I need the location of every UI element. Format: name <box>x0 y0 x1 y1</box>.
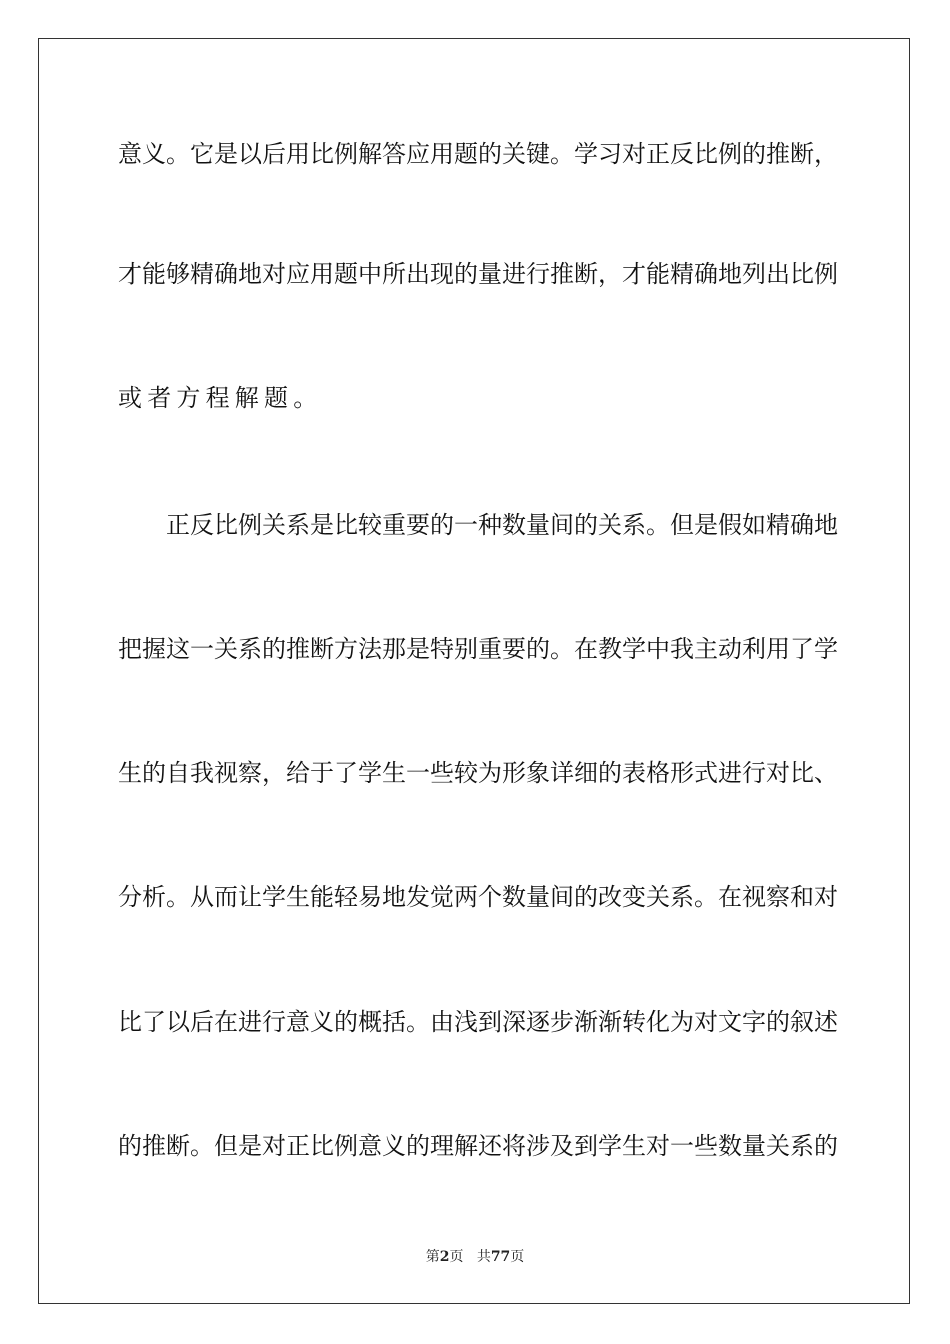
page-suffix: 页 <box>449 1249 464 1265</box>
text-line-6: 生的自我视察，给于了学生一些较为形象详细的表格形式进行对比、 <box>118 759 838 787</box>
page-border <box>38 38 910 1304</box>
total-pages: 77 <box>490 1249 511 1265</box>
text-line-9: 的推断。但是对正比例意义的理解还将涉及到学生对一些数量关系的 <box>118 1132 838 1160</box>
page-prefix: 第 <box>425 1249 440 1265</box>
total-prefix: 共 <box>476 1249 491 1265</box>
text-line-3: 或者方程解题。 <box>118 384 323 412</box>
text-line-1: 意义。它是以后用比例解答应用题的关键。学习对正反比例的推断， <box>118 140 838 168</box>
text-line-2: 才能够精确地对应用题中所出现的量进行推断，才能精确地列出比例 <box>118 260 838 288</box>
page-number: 2 <box>439 1249 450 1265</box>
text-line-4: 正反比例关系是比较重要的一种数量间的关系。但是假如精确地 <box>166 511 838 539</box>
total-suffix: 页 <box>510 1249 525 1265</box>
text-line-8: 比了以后在进行意义的概括。由浅到深逐步渐渐转化为对文字的叙述 <box>118 1008 838 1036</box>
text-line-7: 分析。从而让学生能轻易地发觉两个数量间的改变关系。在视察和对 <box>118 883 838 911</box>
text-line-5: 把握这一关系的推断方法那是特别重要的。在教学中我主动利用了学 <box>118 635 838 663</box>
page-footer <box>0 1247 950 1267</box>
